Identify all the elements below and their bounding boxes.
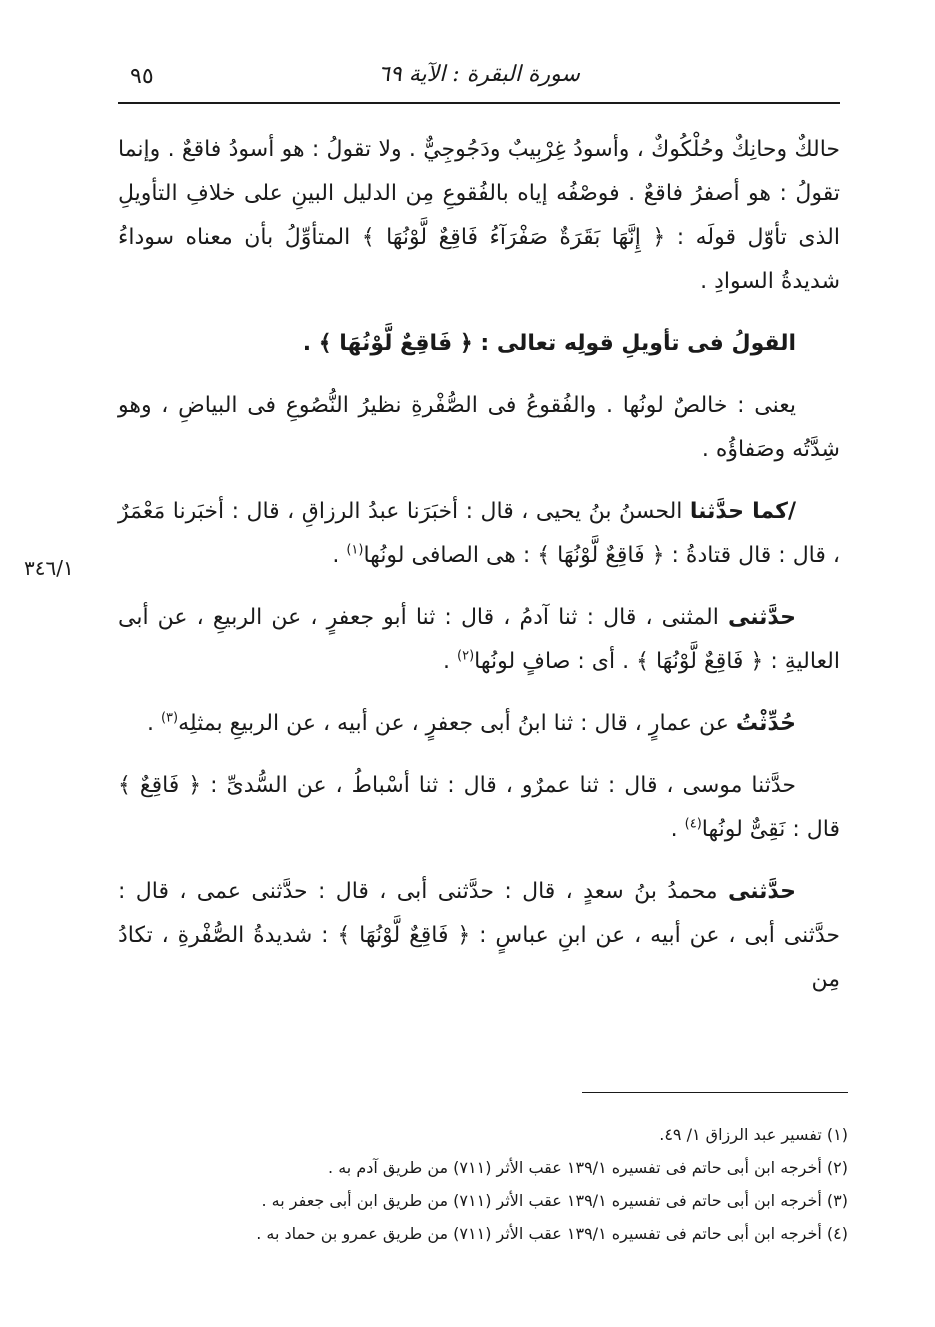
paragraph-text: محمدُ بنُ سعدٍ ، قال : حدَّثنى أبى ، قال : حدَّثنى عمى ، قال : حدَّثنى أبى ، عن أبيه ، عن ابنِ عباسٍ : ﴿ فَاقِعٌ لَّوْنُهَا ﴾ : شديدةُ الصُّفْرةِ ، تكادُ مِن [118,879,840,992]
paragraph-end: . [332,543,347,568]
footnotes [160,1118,848,1250]
paragraph-end: . [146,711,161,736]
hadith-paragraph [118,596,840,684]
narration-lead: حدَّثنى [727,879,796,904]
hadith-paragraph [118,702,840,746]
footnote-marker: (٤) [684,816,702,832]
paragraph [118,128,840,304]
paragraph-text: حدَّثنا موسى ، قال : ثنا عمرٌو ، قال : ثنا أسْباطُ ، عن السُّدىِّ : ﴿ فَاقِعٌ ﴾ قال : نَقِىٌّ لونُها [118,773,840,842]
hadith-paragraph [118,490,840,578]
main-text [118,128,840,1002]
footnote: (٤) أخرجه ابن أبى حاتم فى تفسيره ١٣٩/١ عقب الأثر (٧١١) من طريق عمرو بن حماد به . [256,1224,848,1243]
paragraph-text: حالكٌ وحانِكٌ وحُلْكُوكٌ ، وأسودُ غِرْبِيبٌ ودَجُوجِيٌّ . ولا تقولُ : هو أسودُ فاقعٌ . وإنما تقولُ : هو أصفرُ فاقعٌ . فوصْفُه إياه بالفُقوعِ مِن الدليل البينِ على خلافِ التأويلِ الذى تأوّل قولَه : ﴿ إِنَّهَا بَقَرَةٌ صَفْرَآءُ فَاقِعٌ لَّوْنُهَا ﴾ المتأوِّلُ بأن معناه سوداءُ شديدةُ السوادِ . [118,137,840,294]
footnote: (٢) أخرجه ابن أبى حاتم فى تفسيره ١٣٩/١ عقب الأثر (٧١١) من طريق آدم به . [328,1158,848,1177]
footnote-divider [582,1092,848,1093]
narration-lead: /كما حدَّثنا [689,499,796,524]
paragraph-text: يعنى : خالصٌ لونُها . والفُقوعُ فى الصُّفْرةِ نظيرُ النُّصُوعِ فى البياضِ ، وهو شِدَّتُه وصَفاؤُه . [118,393,840,462]
paragraph [118,384,840,472]
paragraph-end: . [670,817,685,842]
running-head: سورة البقرة : الآية ٦٩ [378,62,580,87]
footnote: (٣) أخرجه ابن أبى حاتم فى تفسيره ١٣٩/١ عقب الأثر (٧١١) من طريق ابن أبى جعفر به . [261,1191,848,1210]
paragraph-text: المثنى ، قال : ثنا آدمُ ، قال : ثنا أبو جعفرٍ ، عن الربيعِ ، عن أبى العاليةِ : ﴿ فَاقِعٌ لَّوْنُهَا ﴾ . أى : صافٍ لونُها [118,605,840,674]
footnote-marker: (١) [346,542,364,558]
page-number: ٩٥ [130,64,154,89]
paragraph-text: عن عمارٍ ، قال : ثنا ابنُ أبى جعفرٍ ، عن أبيه ، عن الربيعِ بمثلِه [178,711,736,736]
margin-reference: ٣٤٦/١ [24,556,74,580]
footnote-marker: (٢) [457,648,475,664]
section-heading [118,322,840,366]
page-header [118,58,840,104]
heading-text: القولُ فى تأويلِ قولِه تعالى : ﴿ فَاقِعٌ لَّوْنُهَا ﴾ . [302,331,796,356]
narration-lead: حدَّثنى [727,605,796,630]
paragraph-text: الحسنُ بنُ يحيى ، قال : أخبَرَنا عبدُ الرزاقِ ، قال : أخبَرنا مَعْمَرٌ ، قال : قال قتادةُ : ﴿ فَاقِعٌ لَّوْنُهَا ﴾ : هى الصافى لونُها [118,499,840,568]
footnote: (١) تفسير عبد الرزاق ١/ ٤٩. [659,1125,848,1144]
footnote-marker: (٣) [160,710,179,726]
hadith-paragraph [118,870,840,1002]
hadith-paragraph [118,764,840,852]
paragraph-end: . [443,649,458,674]
narration-lead: حُدِّثْتُ [735,711,796,736]
